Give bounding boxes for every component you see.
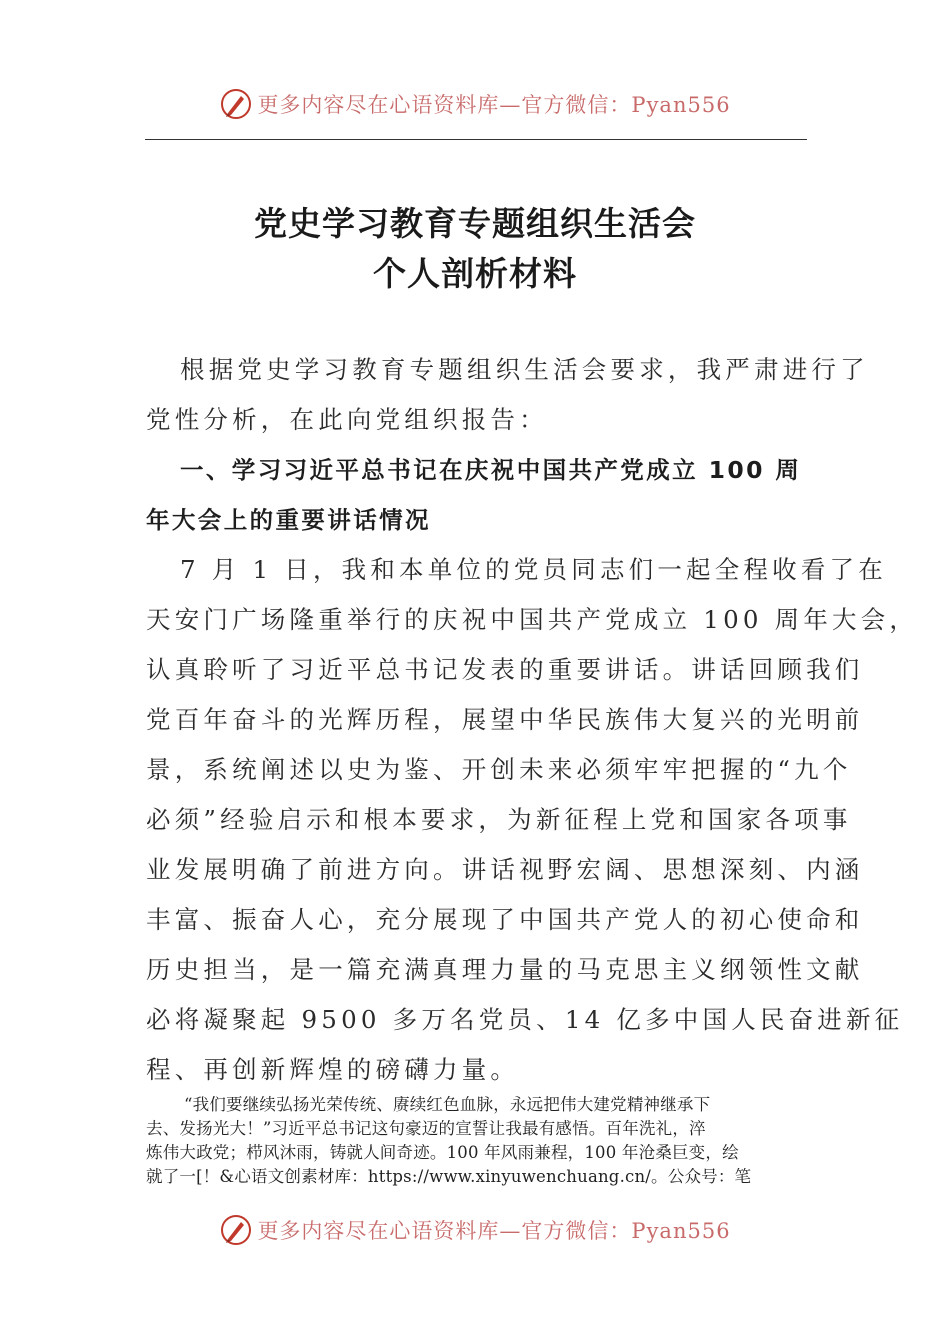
body-text-line: 党性分析，在此向党组织报告： xyxy=(146,405,548,434)
body-text-line: 业发展明确了前进方向。讲话视野宏阔、思想深刻、内涵 xyxy=(146,855,864,884)
pen-logo-icon xyxy=(219,87,253,121)
document-title-line1: 党史学习教育专题组织生活会 xyxy=(254,204,696,243)
body-text-line: 景，系统阐述以史为鉴、开创未来必须牢牢把握的“九个 xyxy=(146,755,852,784)
body-text-line: 党百年奋斗的光辉历程，展望中华民族伟大复兴的光明前 xyxy=(146,705,864,734)
small-text-line: 去、发扬光大！”习近平总书记这句豪迈的宣誓让我最有感悟。百年洗礼，淬 xyxy=(146,1119,706,1138)
banner-text: 更多内容尽在心语资料库—官方微信：Pyan556 xyxy=(257,93,731,117)
footer-banner xyxy=(0,1210,950,1250)
document-title-line2: 个人剖析材料 xyxy=(373,254,577,293)
header-divider xyxy=(145,139,807,140)
document-body xyxy=(146,345,919,1095)
small-text-line: 炼伟大政党；栉风沐雨，铸就人间奇迹。100 年风雨兼程，100 年沧桑巨变，绘 xyxy=(146,1143,739,1162)
body-text-line: 根据党史学习教育专题组织生活会要求，我严肃进行了 xyxy=(180,355,869,384)
pen-logo-icon xyxy=(219,1213,253,1247)
body-text-line: 7 月 1 日，我和本单位的党员同志们一起全程收看了在 xyxy=(180,555,887,584)
body-text-line: 必须”经验启示和根本要求，为新征程上党和国家各项事 xyxy=(146,805,852,834)
body-text-line: 认真聆听了习近平总书记发表的重要讲话。讲话回顾我们 xyxy=(146,655,864,684)
banner-text: 更多内容尽在心语资料库—官方微信：Pyan556 xyxy=(257,1219,731,1243)
section-heading-line: 一、学习习近平总书记在庆祝中国共产党成立 100 周 xyxy=(180,456,802,484)
body-text-line: 丰富、振奋人心，充分展现了中国共产党人的初心使命和 xyxy=(146,905,864,934)
body-text-line: 必将凝聚起 9500 多万名党员、14 亿多中国人民奋进新征 xyxy=(146,1005,904,1034)
body-text-line: 天安门广场隆重举行的庆祝中国共产党成立 100 周年大会， xyxy=(146,605,919,634)
small-text-line: “我们要继续弘扬光荣传统、赓续红色血脉，永远把伟大建党精神继承下 xyxy=(184,1095,711,1114)
header-banner xyxy=(0,84,950,124)
small-print-paragraph xyxy=(146,1093,816,1189)
section-heading-line: 年大会上的重要讲话情况 xyxy=(146,506,431,534)
body-text-line: 历史担当，是一篇充满真理力量的马克思主义纲领性文献 xyxy=(146,955,864,984)
body-text-line: 程、再创新辉煌的磅礴力量。 xyxy=(146,1055,520,1084)
small-text-line: 就了一[！&心语文创素材库：https://www.xinyuwenchuang.cn/。公众号：笔 xyxy=(146,1167,752,1186)
